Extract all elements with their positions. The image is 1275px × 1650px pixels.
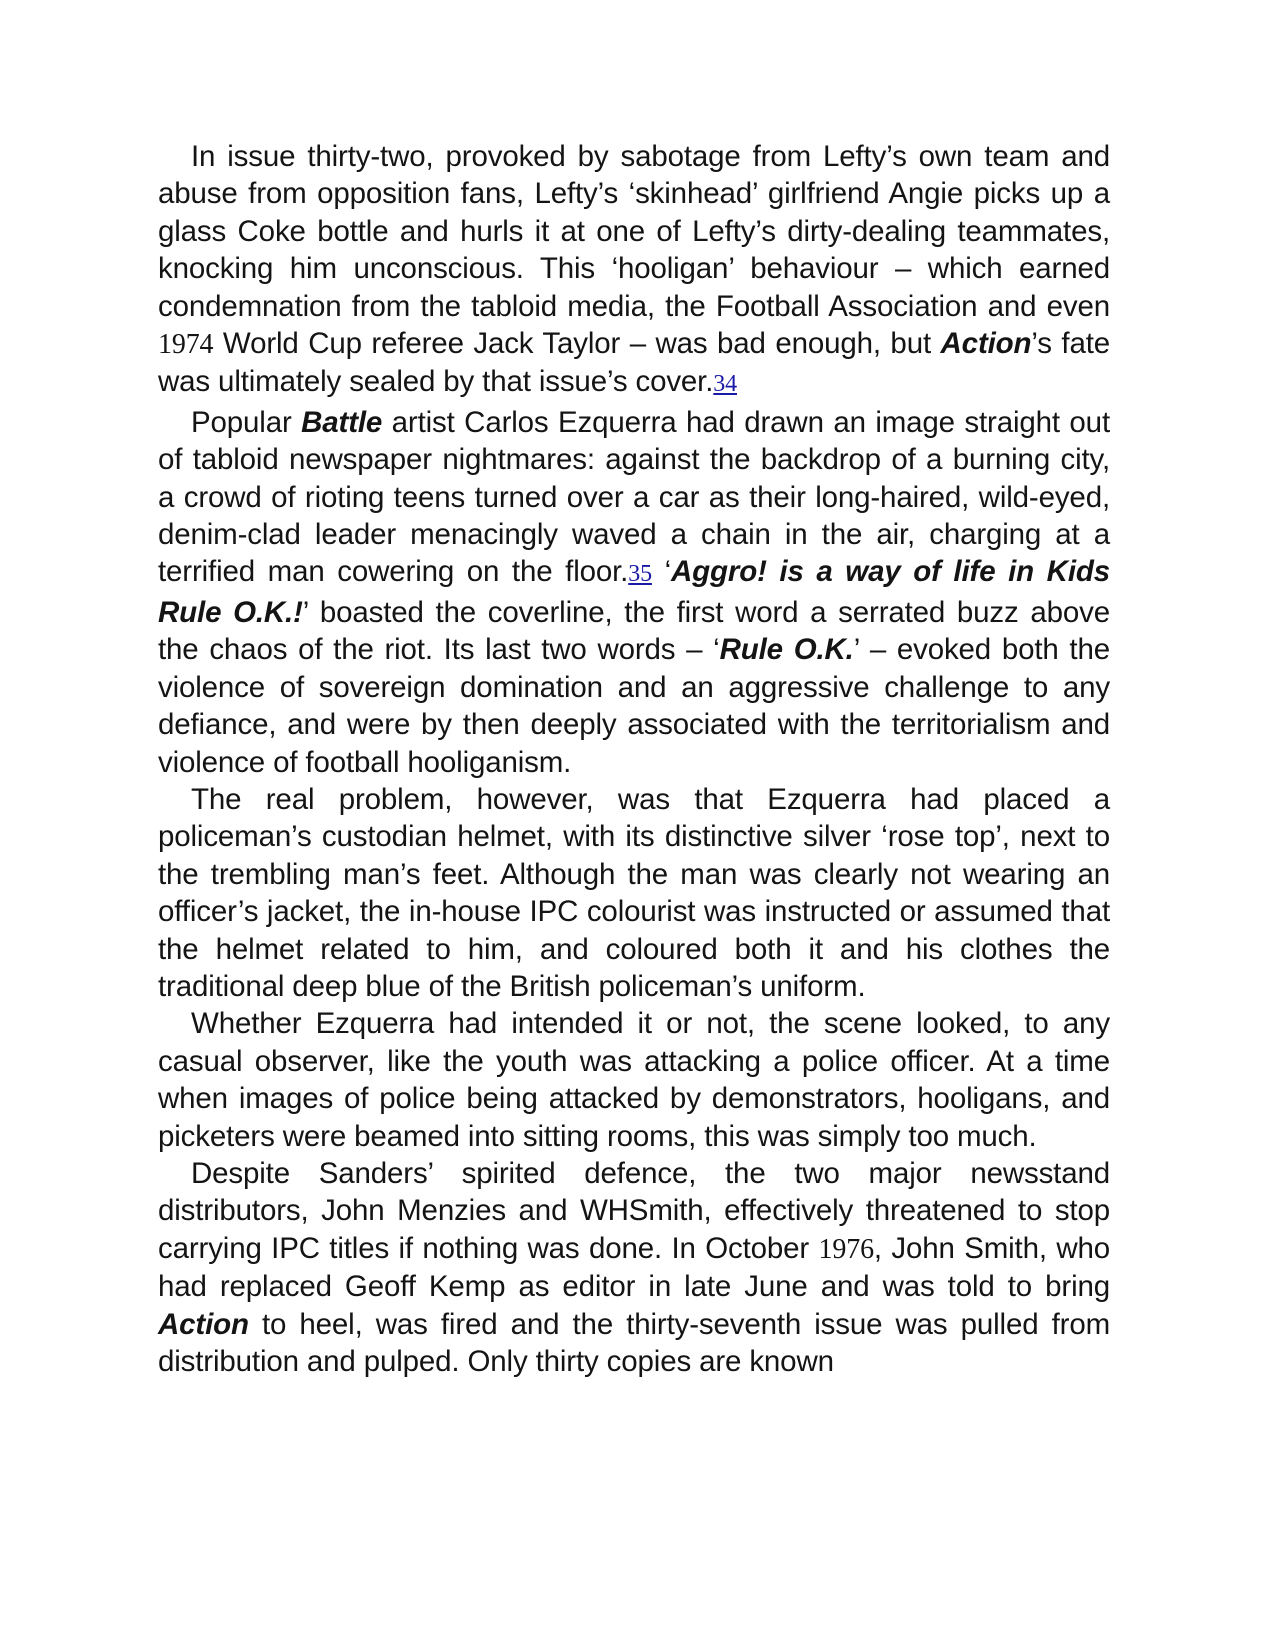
paragraph-issue-thirty-two [158, 138, 1110, 404]
paragraph-text: ’ boasted the coverline, the first word a serrated buzz above the chaos of the riot. Its last two words – ‘ [158, 595, 1110, 667]
paragraph-despite-sanders [158, 1155, 1110, 1380]
paragraph-text: ’ – evoked both the violence of sovereign domination and an aggressive challenge to any defiance, and were by then deeply associated with the territorialism and violence of football hooliganism. [158, 633, 1110, 779]
paragraph-text: Despite Sanders’ spirited defence, the two major newsstand distributors, John Menzies and WHSmith, effectively threatened to stop carrying IPC titles if nothing was done. In October [158, 1156, 1110, 1265]
paragraph-popular-battle [158, 404, 1110, 781]
paragraph-text: artist Carlos Ezquerra had drawn an image straight out of tabloid newspaper nightmares: against the backdrop of a burning city, a crowd of rioting teens turned over a car as their long-haired, wild-eyed, denim-clad leader menacingly waved a chain in the air, charging at a terrified man cowering on the floor. [158, 405, 1110, 589]
footnote-link-35[interactable]: 35 [628, 561, 652, 588]
paragraph-text: to heel, was fired and the thirty-seventh issue was pulled from distribution and pulped. Only thirty copies are known [158, 1307, 1110, 1378]
publication-title: Action [158, 1307, 249, 1341]
coverline-quote: Aggro! is a way of life in Kids Rule O.K.! [158, 555, 1110, 629]
paragraph-whether-ezquerra [158, 1005, 1110, 1155]
paragraph-text: ’s fate was ultimately sealed by that issue’s cover. [158, 327, 1111, 399]
paragraph-text: , John Smith, who had replaced Geoff Kemp as editor in late June and was told to bring [158, 1231, 1110, 1304]
paragraph-text: Popular [191, 405, 302, 439]
paragraph-text: ‘ [651, 555, 671, 589]
footnote-link-34[interactable]: 34 [713, 371, 737, 398]
publication-title: Battle [301, 405, 383, 439]
paragraph-text: World Cup referee Jack Taylor – was bad enough, but [213, 327, 941, 361]
year-number: 1976 [818, 1233, 874, 1265]
coverline-phrase: Rule O.K. [719, 633, 854, 667]
document-page [158, 138, 1110, 1380]
year-number: 1974 [158, 329, 214, 361]
paragraph-text: The real problem, however, was that Ezquerra had placed a policeman’s custodian helmet, with its distinctive silver ‘rose top’, next to the trembling man’s feet. Although the man was clearly not wearing an officer’s jacket, the in-house IPC colourist was instructed or assumed that the helmet related to him, and coloured both it and his clothes the traditional deep blue of the British policeman’s uniform. [158, 782, 1110, 1003]
publication-title: Action [940, 327, 1032, 361]
paragraph-text: Whether Ezquerra had intended it or not, the scene looked, to any casual observer, like the youth was attacking a police officer. At a time when images of police being attacked by demonstrators, hooligans, and picketers were beamed into sitting rooms, this was simply too much. [158, 1007, 1110, 1153]
paragraph-text: In issue thirty-two, provoked by sabotage from Lefty’s own team and abuse from opposition fans, Lefty’s ‘skinhead’ girlfriend Angie picks up a glass Coke bottle and hurls it at one of Lefty’s dirty-dealing teammates, knocking him unconscious. This ‘hooligan’ behaviour – which earned condemnation from the tabloid media, the Football Association and even [158, 140, 1110, 323]
paragraph-real-problem [158, 781, 1110, 1005]
